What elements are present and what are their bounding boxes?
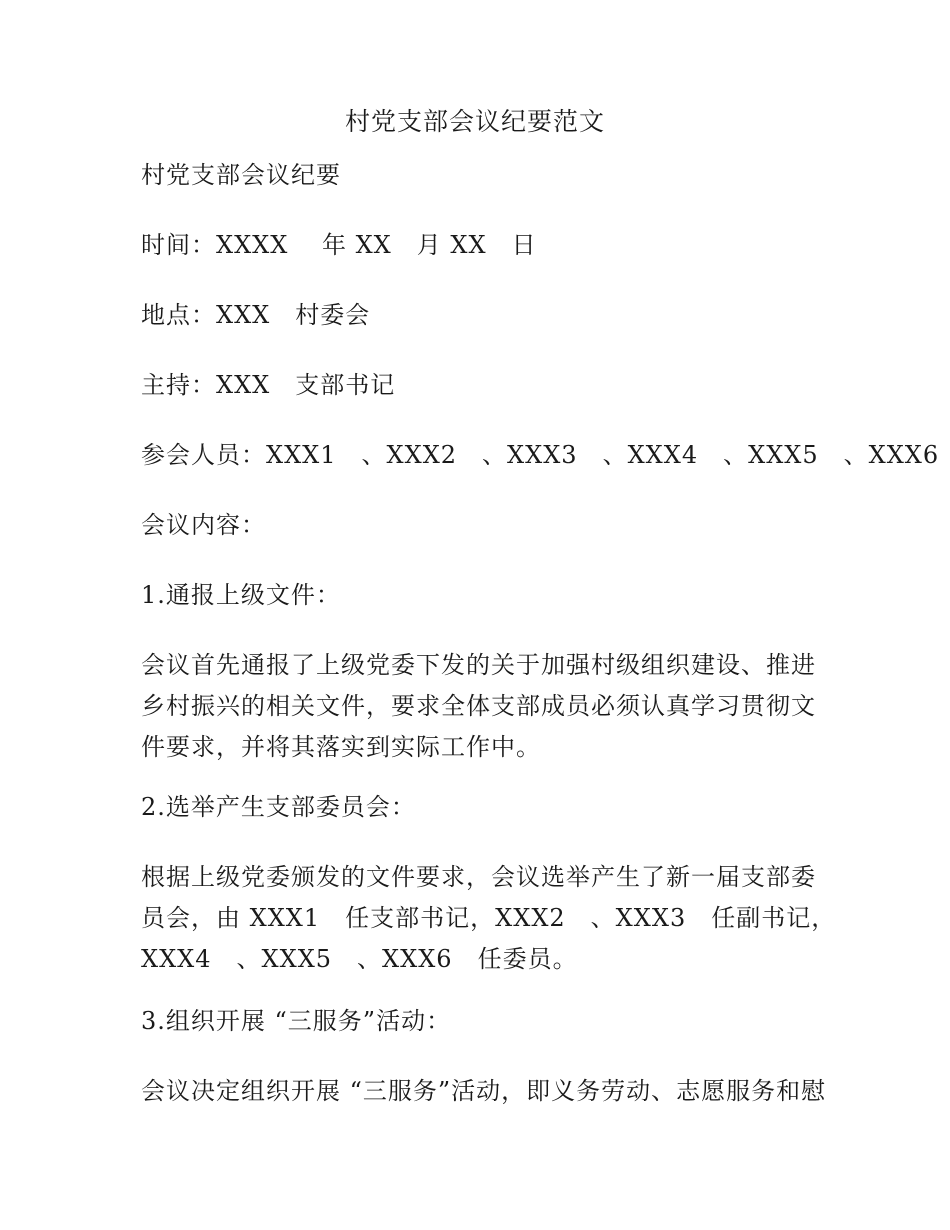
meeting-host: 主持：XXX 支部书记 xyxy=(141,371,396,399)
paragraph-line: 会议决定组织开展 “三服务”活动，即义务劳动、志愿服务和慰 xyxy=(141,1077,827,1105)
meeting-subtitle: 村党支部会议纪要 xyxy=(141,161,341,189)
meeting-attendees: 参会人员：XXX1 、XXX2 、XXX3 、XXX4 、XXX5 、XXX6 xyxy=(141,441,940,469)
meeting-time: 时间：XXXX 年 XX 月 XX 日 xyxy=(141,231,537,259)
document-title: 村党支部会议纪要范文 xyxy=(344,107,605,136)
paragraph-line: 会议首先通报了上级党委下发的关于加强村级组织建设、推进 xyxy=(141,651,816,679)
section-heading: 1.通报上级文件： xyxy=(141,581,341,609)
paragraph-line: 根据上级党委颁发的文件要求，会议选举产生了新一届支部委 xyxy=(141,863,816,891)
content-heading: 会议内容： xyxy=(141,511,266,539)
paragraph-line: 员会，由 XXX1 任支部书记，XXX2 、XXX3 任副书记， xyxy=(141,904,837,932)
section-paragraph xyxy=(141,645,821,768)
meeting-place: 地点：XXX 村委会 xyxy=(141,301,371,329)
paragraph-line: XXX4 、XXX5 、XXX6 任委员。 xyxy=(141,945,578,973)
paragraph-line: 乡村振兴的相关文件，要求全体支部成员必须认真学习贯彻文 xyxy=(141,692,816,720)
section-heading: 3.组织开展 “三服务”活动： xyxy=(141,1007,452,1035)
section-heading: 2.选举产生支部委员会： xyxy=(141,793,416,821)
section-paragraph xyxy=(141,1071,827,1112)
section-paragraph xyxy=(141,857,837,980)
paragraph-line: 件要求，并将其落实到实际工作中。 xyxy=(141,733,541,761)
